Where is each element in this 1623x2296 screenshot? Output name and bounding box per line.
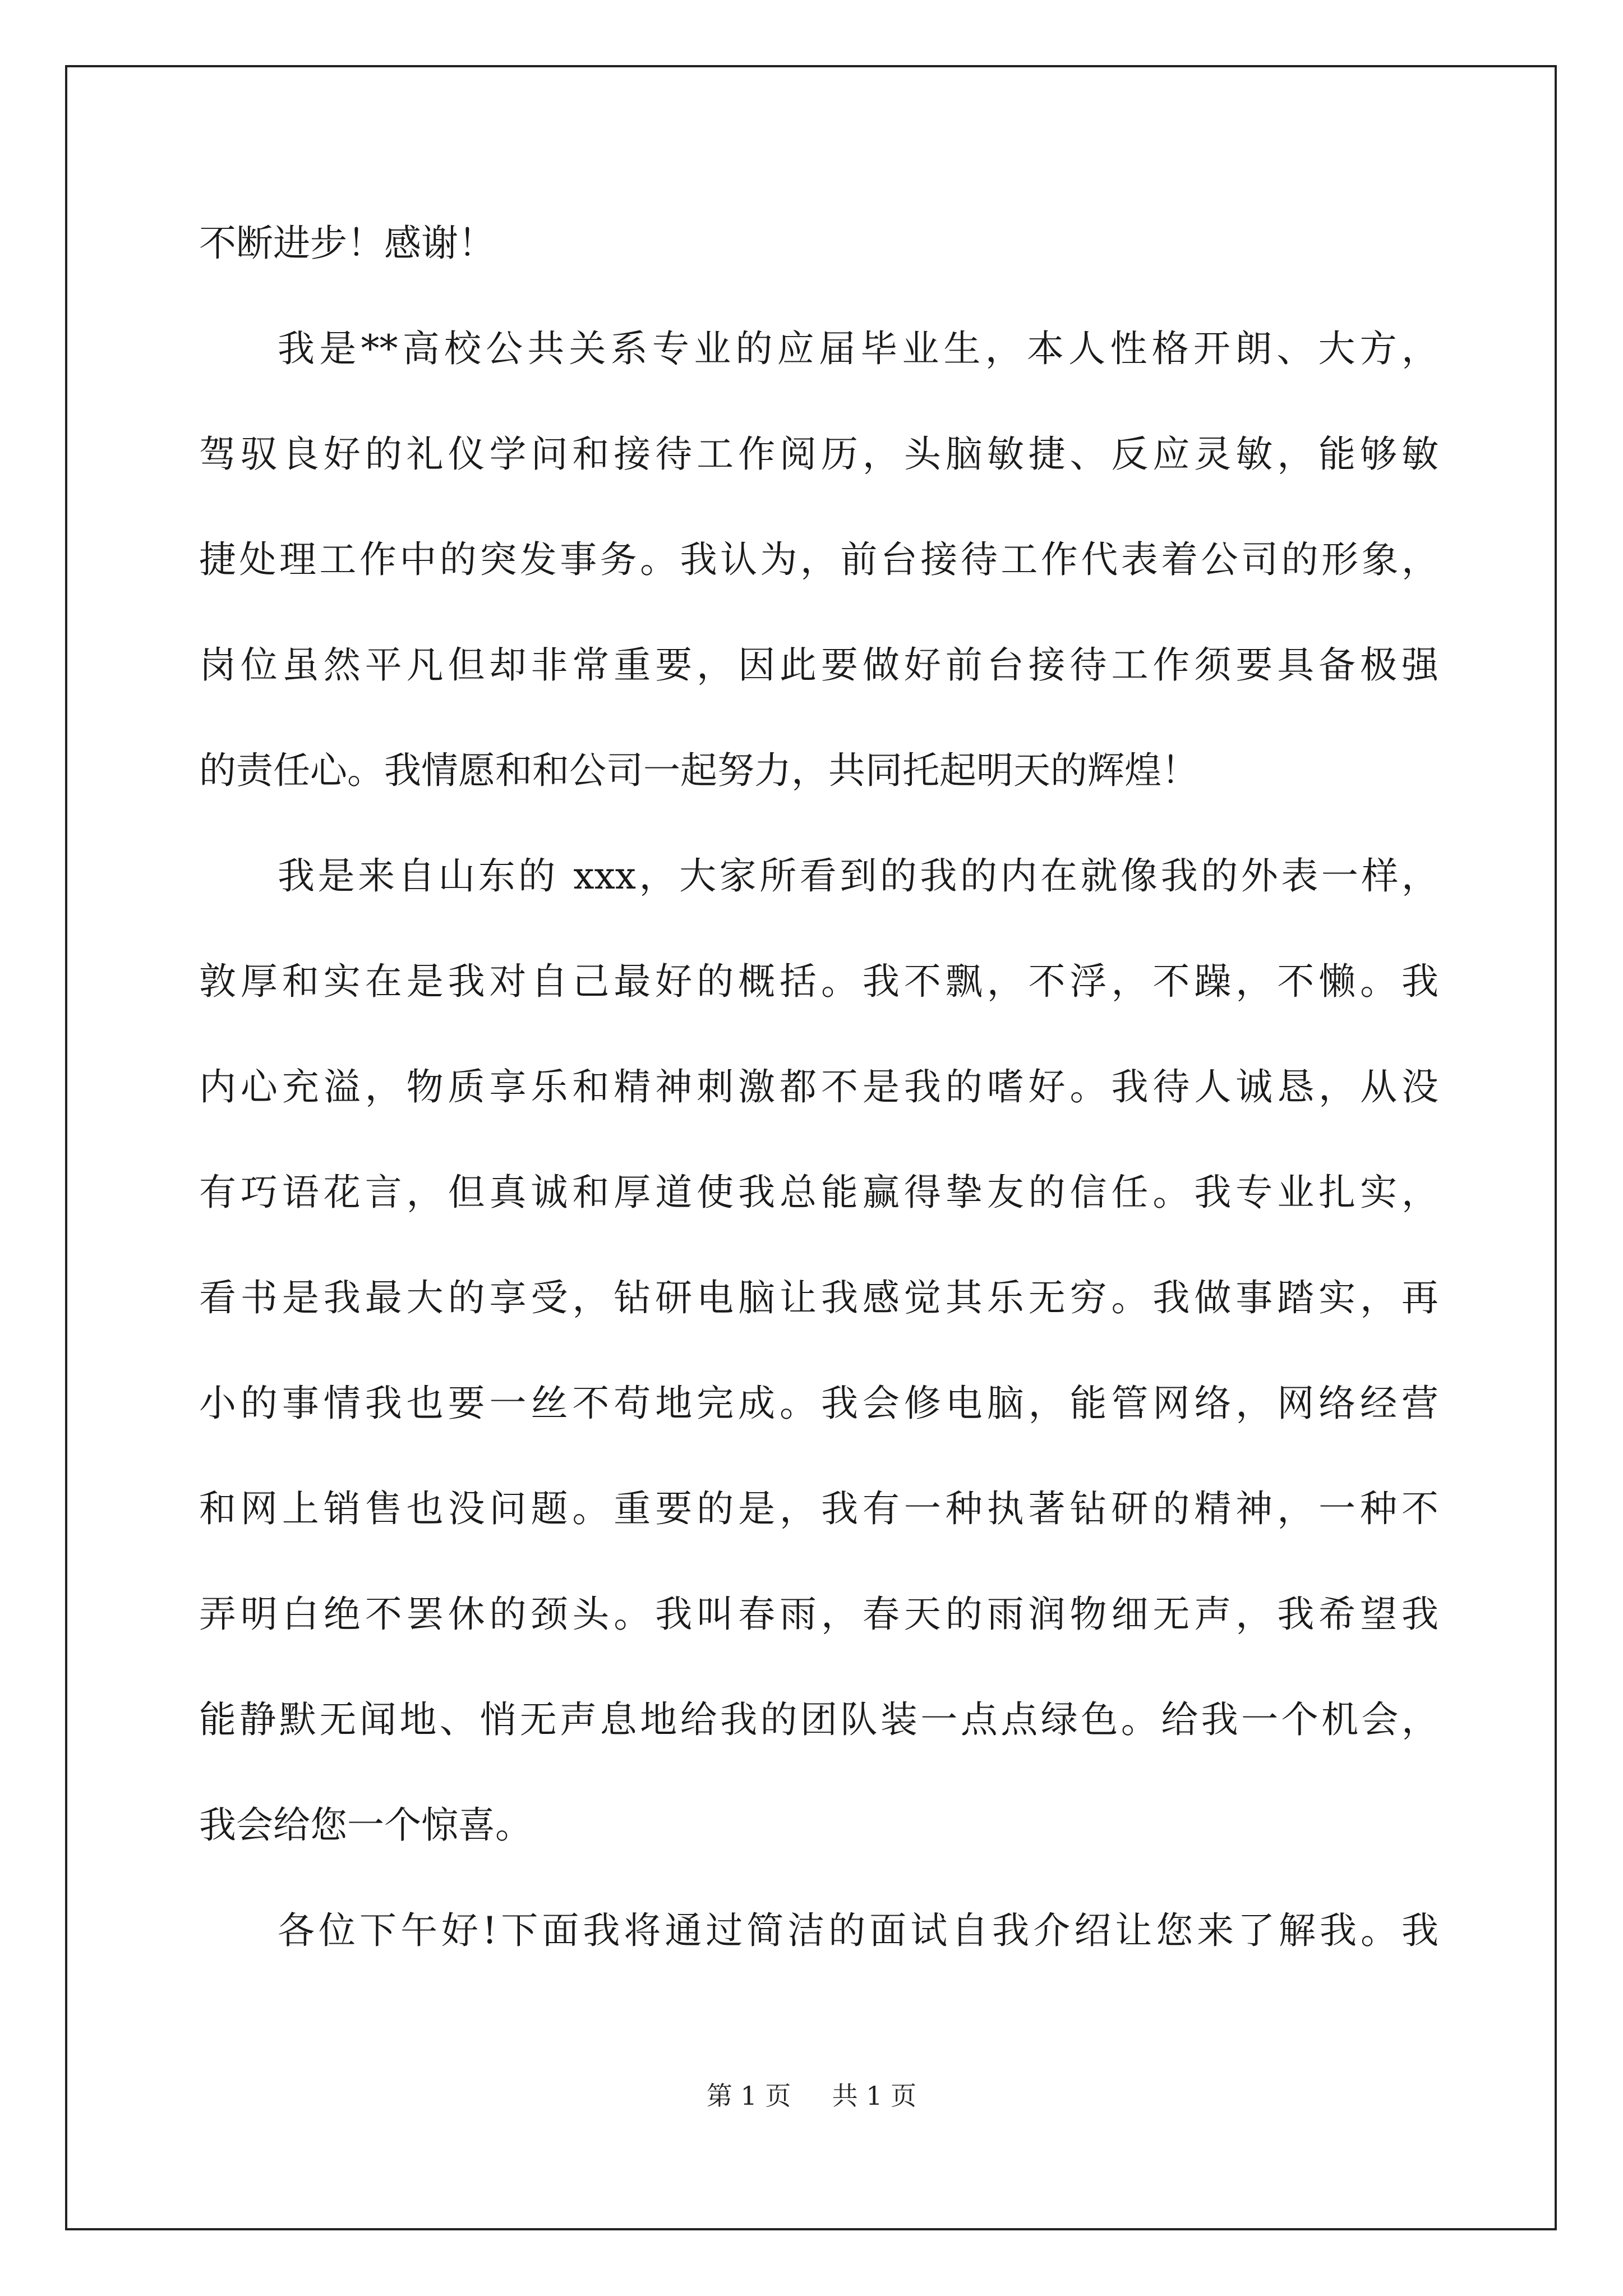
text-line: 我是**高校公共关系专业的应届毕业生，本人性格开朗、大方， (278, 327, 1438, 370)
text-line: 驾驭良好的礼仪学问和接待工作阅历，头脑敏捷、反应灵敏，能够敏 (199, 432, 1438, 476)
text-line: 岗位虽然平凡但却非常重要，因此要做好前台接待工作须要具备极强 (199, 643, 1438, 687)
text-line: 敦厚和实在是我对自己最好的概括。我不飘，不浮，不躁，不懒。我 (199, 960, 1438, 1003)
page-number: 第 1 页 (706, 2081, 791, 2111)
page-footer (0, 2076, 1623, 2113)
text-line: 能静默无闻地、悄无声息地给我的团队装一点点绿色。给我一个机会， (199, 1698, 1438, 1741)
text-line: 我会给您一个惊喜。 (199, 1803, 532, 1847)
text-line: 的责任心。我情愿和和公司一起努力，共同托起明天的辉煌！ (199, 749, 1198, 792)
text-line: 弄明白绝不罢休的颈头。我叫春雨，春天的雨润物细无声，我希望我 (199, 1593, 1438, 1636)
text-line: 有巧语花言，但真诚和厚道使我总能赢得挚友的信任。我专业扎实， (199, 1171, 1438, 1214)
text-line: 我是来自山东的 xxx，大家所看到的我的内在就像我的外表一样， (278, 854, 1438, 898)
text-line: 和网上销售也没问题。重要的是，我有一种执著钻研的精神，一种不 (199, 1487, 1438, 1530)
document-body (199, 191, 1438, 1984)
text-line: 内心充溢，物质享乐和精神刺激都不是我的嗜好。我待人诚恳，从没 (199, 1065, 1438, 1108)
text-line: 小的事情我也要一丝不苟地完成。我会修电脑，能管网络，网络经营 (199, 1382, 1438, 1425)
text-line: 捷处理工作中的突发事务。我认为，前台接待工作代表着公司的形象， (199, 538, 1438, 581)
text-line: 各位下午好!下面我将通过简洁的面试自我介绍让您来了解我。我 (278, 1909, 1438, 1952)
page-total: 共 1 页 (832, 2081, 917, 2111)
text-line: 看书是我最大的享受，钻研电脑让我感觉其乐无穷。我做事踏实，再 (199, 1276, 1438, 1319)
text-line: 不断进步！感谢！ (199, 222, 495, 265)
